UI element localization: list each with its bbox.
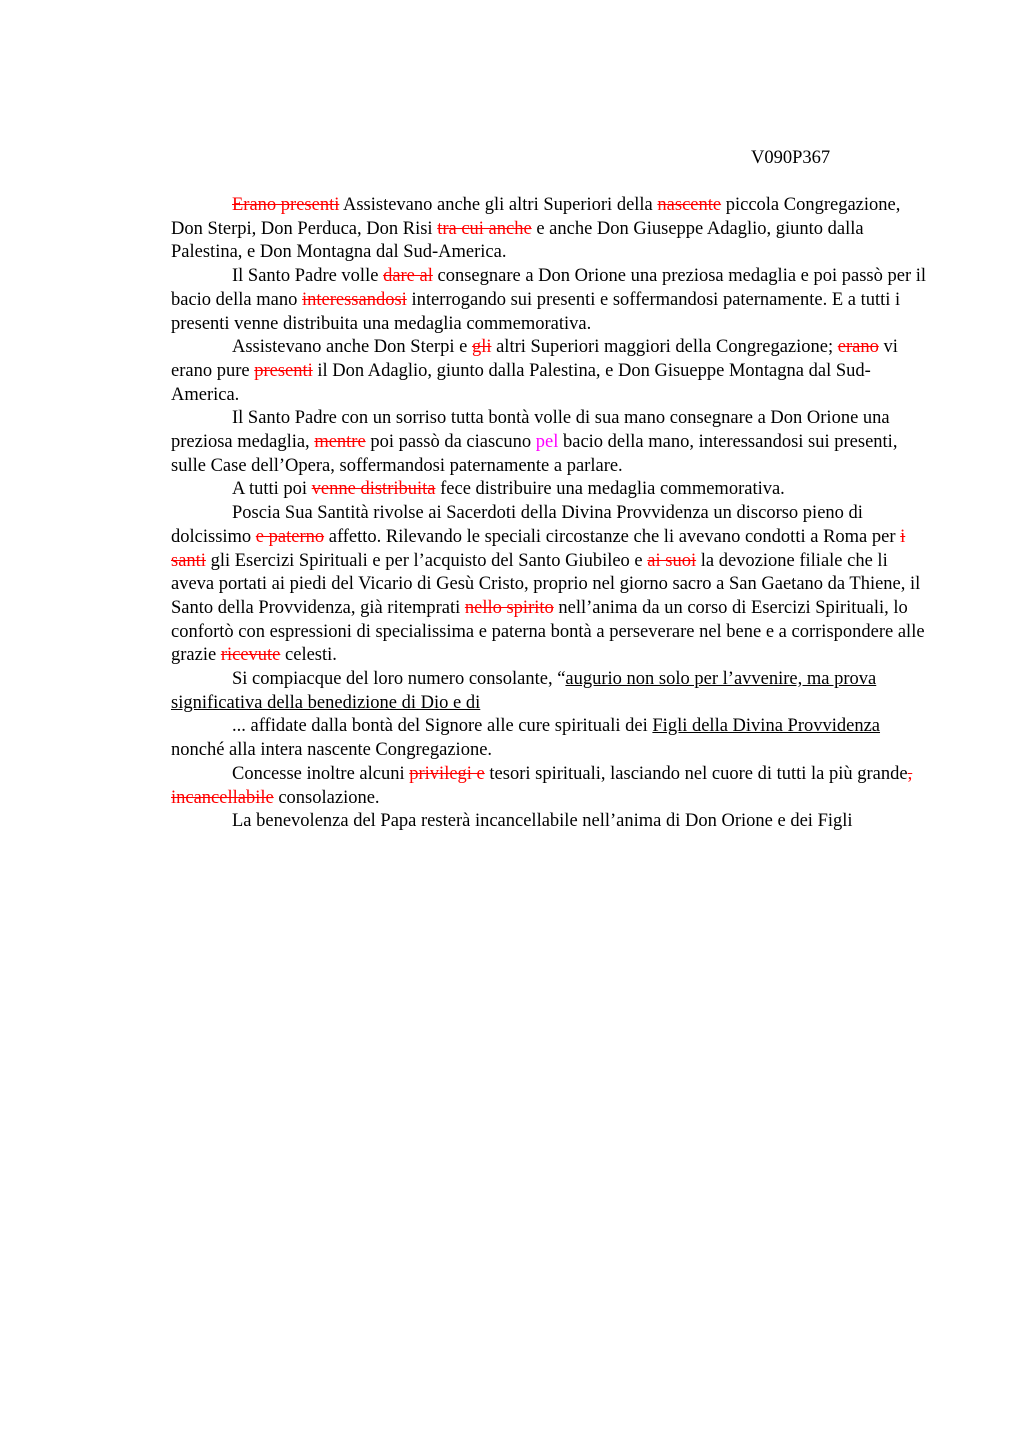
text-run: bacio della mano, interessandosi sui presenti, sulle Case dell’Opera, soffermandosi paternamente a parlare. bbox=[171, 432, 898, 476]
text-run: La benevolenza del Papa resterà incancellabile nell’anima di Don Orione e dei Figli bbox=[232, 811, 853, 832]
deleted-text: erano bbox=[837, 337, 879, 358]
text-run: la devozione filiale che li aveva portati ai piedi del Vicario di Gesù Cristo, proprio nel giorno sacro a San Gaetano da Thiene, il Santo della Provvidenza, già ritemprati bbox=[171, 550, 921, 618]
deleted-text: interessandosi bbox=[302, 289, 407, 310]
text-run: poi passò da ciascuno bbox=[365, 432, 536, 453]
text-run: Assistevano anche Don Sterpi e bbox=[232, 337, 472, 358]
text-run: piccola Congregazione, Don Sterpi, Don Perduca, Don Risi bbox=[171, 195, 901, 239]
paragraph-9 bbox=[171, 763, 931, 810]
inserted-text: pel bbox=[535, 432, 559, 453]
text-run: il Don Adaglio, giunto dalla Palestina, e Don Gisueppe Montagna dal Sud-America. bbox=[171, 360, 871, 405]
deleted-text: nello spirito bbox=[464, 597, 554, 618]
text-run: vi erano pure bbox=[171, 337, 898, 381]
text-run: nell’anima da un corso di Esercizi Spirituali, lo confortò con espressioni di specialissima e paterna bontà a perseverare nel bene e a corrispondere alle grazie bbox=[171, 597, 925, 666]
deleted-text: mentre bbox=[314, 432, 366, 453]
deleted-text: ricevute bbox=[220, 645, 281, 666]
text-run: ... affidate dalla bontà del Signore alle cure spirituali dei bbox=[232, 716, 653, 737]
page-identifier: V090P367 bbox=[751, 148, 831, 168]
document-body bbox=[171, 194, 931, 834]
paragraph-3 bbox=[171, 336, 931, 407]
deleted-text: gli bbox=[471, 337, 492, 358]
paragraph-6 bbox=[171, 502, 931, 668]
paragraph-8 bbox=[171, 715, 931, 762]
paragraph-1 bbox=[171, 194, 931, 265]
text-run: e anche Don Giuseppe Adaglio, giunto dalla Palestina, e Don Montagna dal Sud-America. bbox=[171, 218, 864, 263]
text-run: affetto. Rilevando le speciali circostanze che li avevano condotti a Roma per bbox=[324, 526, 901, 547]
text-run: tesori spirituali, lasciando nel cuore di tutti la più grande bbox=[484, 763, 908, 784]
text-run: Il Santo Padre con un sorriso tutta bontà volle di sua mano consegnare a Don Orione una preziosa medaglia, bbox=[171, 408, 890, 453]
deleted-text: tra cui anche bbox=[437, 218, 532, 239]
text-run: Il Santo Padre volle bbox=[232, 266, 384, 287]
text-run: gli Esercizi Spirituali e per l’acquisto del Santo Giubileo e bbox=[205, 550, 648, 571]
deleted-text: , incancellabile bbox=[171, 763, 913, 808]
text-run: consolazione. bbox=[273, 787, 380, 808]
deleted-text: privilegi e bbox=[409, 763, 485, 784]
deleted-text: i santi bbox=[171, 526, 906, 571]
text-run: altri Superiori maggiori della Congregazione; bbox=[491, 337, 838, 358]
paragraph-7 bbox=[171, 668, 931, 715]
deleted-text: dare al bbox=[383, 266, 433, 287]
text-run: Concesse inoltre alcuni bbox=[232, 763, 410, 784]
deleted-text: e paterno bbox=[255, 526, 325, 547]
text-run: celesti. bbox=[280, 645, 337, 666]
text-run: Poscia Sua Santità rivolse ai Sacerdoti della Divina Provvidenza un discorso pieno di dolcissimo bbox=[171, 503, 863, 547]
text-run: Si compiacque del loro numero consolante, “ bbox=[232, 669, 566, 690]
deleted-text: venne distribuita bbox=[311, 479, 436, 500]
paragraph-5 bbox=[171, 478, 931, 502]
underlined-text: Figli della Divina Provvidenza bbox=[652, 716, 881, 737]
deleted-text: ai suoi bbox=[647, 550, 697, 571]
deleted-text: presenti bbox=[254, 360, 313, 381]
paragraph-4 bbox=[171, 407, 931, 478]
underlined-text: augurio non solo per l’avvenire, ma prova significativa della benedizione di Dio e di bbox=[171, 669, 877, 713]
text-run: interrogando sui presenti e soffermandosi paternamente. E a tutti i presenti venne distribuita una medaglia commemorativa. bbox=[171, 289, 901, 334]
text-run: Assistevano anche gli altri Superiori della bbox=[339, 195, 658, 215]
text-run: fece distribuire una medaglia commemorativa. bbox=[435, 479, 785, 500]
text-run: nonché alla intera nascente Congregazione. bbox=[171, 740, 493, 761]
paragraph-2 bbox=[171, 265, 931, 336]
paragraph-10 bbox=[171, 810, 931, 834]
deleted-text: Erano presenti bbox=[232, 195, 340, 215]
text-run: consegnare a Don Orione una preziosa medaglia e poi passò per il bacio della mano bbox=[171, 266, 927, 310]
text-run: A tutti poi bbox=[232, 479, 312, 500]
deleted-text: nascente bbox=[657, 195, 722, 215]
